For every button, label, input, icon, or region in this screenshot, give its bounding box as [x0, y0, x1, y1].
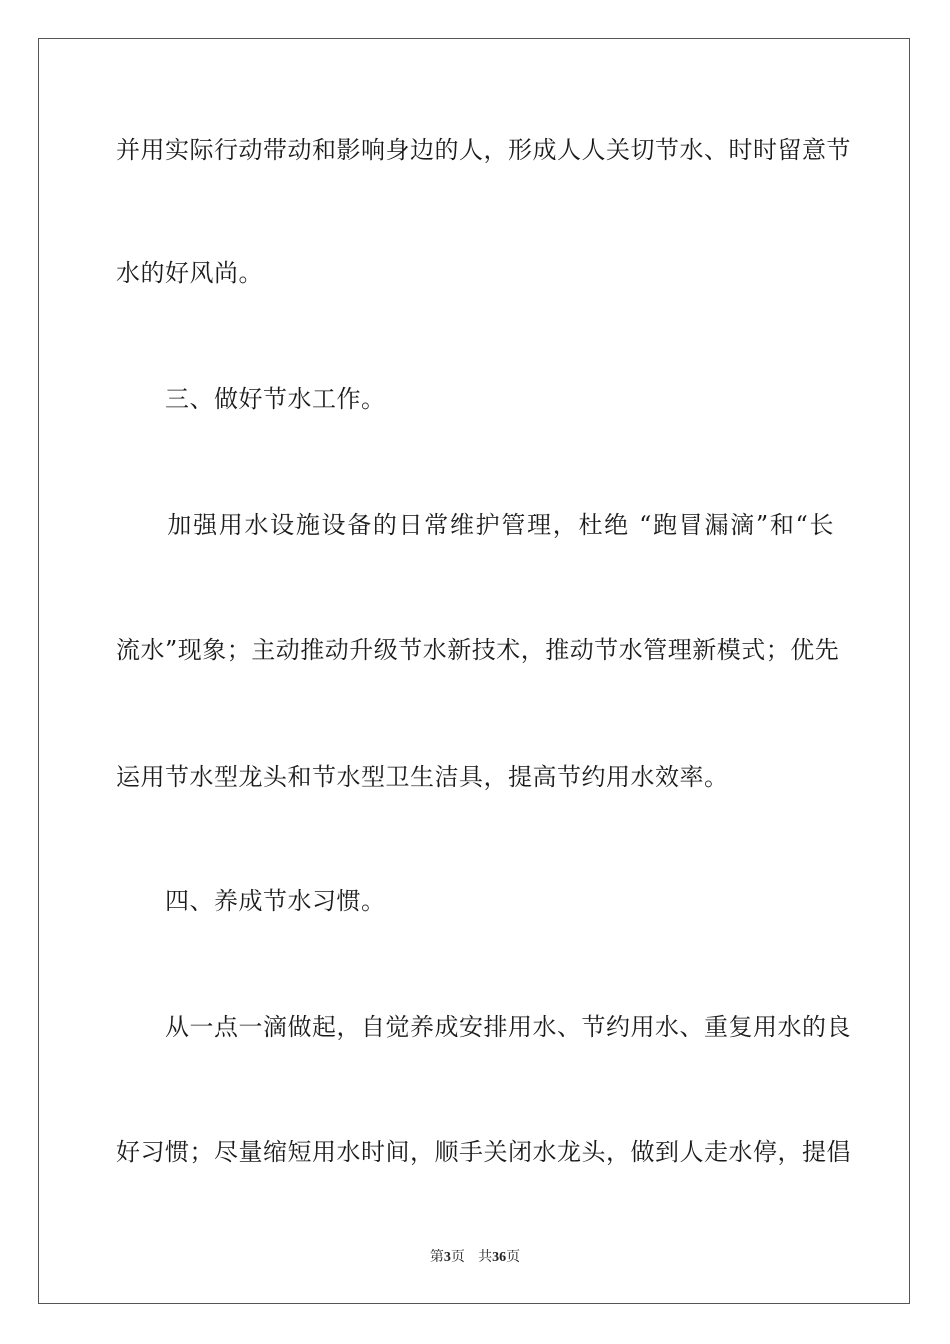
body-text-line: 加强用水设施设备的日常维护管理，杜绝 “跑冒漏滴”和“长 — [116, 511, 834, 539]
total-pages: 36 — [492, 1250, 507, 1265]
page-prefix: 第 — [429, 1249, 444, 1265]
total-suffix: 页 — [506, 1249, 521, 1265]
page-border — [38, 38, 910, 1304]
body-text-line: 好习惯；尽量缩短用水时间，顺手关闭水龙头，做到人走水停，提倡 — [116, 1138, 851, 1166]
section-heading: 三、做好节水工作。 — [116, 385, 386, 413]
body-text-line: 水的好风尚。 — [116, 259, 263, 287]
body-text-line: 流水”现象；主动推动升级节水新技术，推动节水管理新模式；优先 — [116, 636, 840, 664]
page-suffix: 页 — [450, 1249, 465, 1265]
body-text-line: 从一点一滴做起，自觉养成安排用水、节约用水、重复用水的良 — [116, 1013, 851, 1041]
page-footer — [0, 1248, 950, 1267]
body-text-line: 并用实际行动带动和影响身边的人，形成人人关切节水、时时留意节 — [116, 136, 851, 164]
page-number: 3 — [443, 1250, 451, 1265]
section-heading: 四、养成节水习惯。 — [116, 887, 386, 915]
total-prefix: 共 — [478, 1249, 493, 1265]
body-text-line: 运用节水型龙头和节水型卫生洁具，提高节约用水效率。 — [116, 763, 729, 791]
